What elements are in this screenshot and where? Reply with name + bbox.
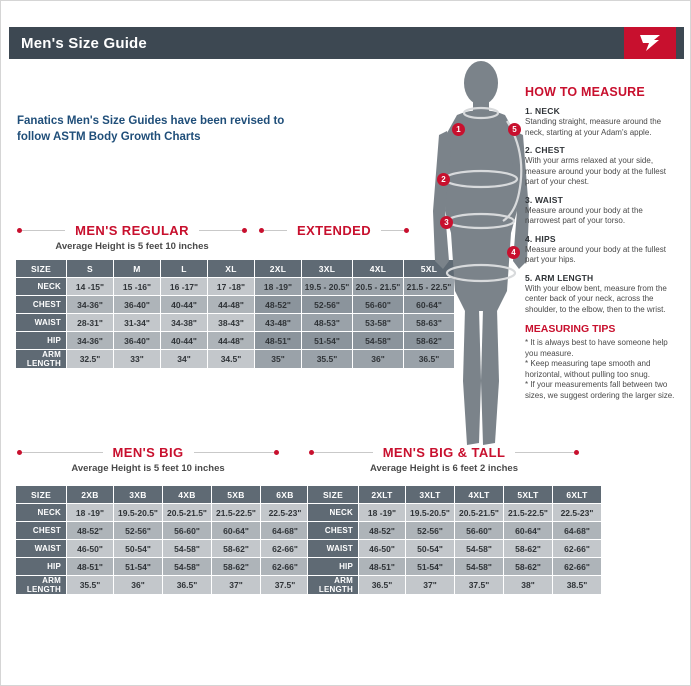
table-cell: 58-62" xyxy=(504,540,553,558)
table-cell: 64-68" xyxy=(553,522,602,540)
column-header: 6XB xyxy=(261,486,310,504)
column-header: 3XLT xyxy=(406,486,455,504)
section-rule-right xyxy=(381,230,404,231)
table-cell: 44-48" xyxy=(208,296,255,314)
table-cell: 54-58" xyxy=(163,558,212,576)
row-label: ARM LENGTH xyxy=(308,576,359,595)
table-cell: 58-62" xyxy=(212,558,261,576)
table-cell: 36-40" xyxy=(114,296,161,314)
row-label: CHEST xyxy=(16,296,67,314)
section-mens-big xyxy=(17,445,279,474)
section-rule-right xyxy=(194,452,275,453)
table-cell: 51-54" xyxy=(406,558,455,576)
section-rule-left xyxy=(22,230,65,231)
measure-item-title: 1. NECK xyxy=(525,106,560,116)
table-cell: 20.5-21.5" xyxy=(455,504,504,522)
table-cell: 37.5" xyxy=(455,576,504,595)
section-dot-right xyxy=(242,228,247,233)
table-cell: 62-66" xyxy=(553,540,602,558)
measuring-tips-title: MEASURING TIPS xyxy=(525,323,616,335)
measure-item xyxy=(525,273,680,316)
column-header: 2XLT xyxy=(359,486,406,504)
measuring-tip: * If your measurements fall between two sizes, we suggest ordering the larger size. xyxy=(525,380,675,400)
table-row xyxy=(16,540,310,558)
section-rule-left xyxy=(264,230,287,231)
measuring-tip: * Keep measuring tape smooth and horizontal, without pulling too snug. xyxy=(525,359,651,379)
column-header: S xyxy=(67,260,114,278)
table-cell: 52-56" xyxy=(406,522,455,540)
section-mens-regular xyxy=(17,223,247,252)
table-header-row xyxy=(308,486,602,504)
table-row xyxy=(16,522,310,540)
table-row xyxy=(16,296,455,314)
table-cell: 44-48" xyxy=(208,332,255,350)
measure-item xyxy=(525,145,680,188)
table-cell: 48-51" xyxy=(255,332,302,350)
row-label: CHEST xyxy=(16,522,67,540)
table-row xyxy=(16,332,455,350)
how-to-measure-panel xyxy=(525,85,680,401)
section-dot-right xyxy=(404,228,409,233)
table-cell: 46-50" xyxy=(359,540,406,558)
table-cell: 40-44" xyxy=(161,296,208,314)
column-header: M xyxy=(114,260,161,278)
column-header: 4XL xyxy=(353,260,404,278)
table-row xyxy=(16,314,455,332)
table-cell: 62-66" xyxy=(261,540,310,558)
table-cell: 37" xyxy=(406,576,455,595)
table-cell: 48-51" xyxy=(67,558,114,576)
table-cell: 60-64" xyxy=(404,296,455,314)
fanatics-flag-icon xyxy=(637,34,663,52)
table-cell: 34.5" xyxy=(208,350,255,369)
row-label: WAIST xyxy=(16,540,67,558)
callout-5: 5 xyxy=(508,123,521,136)
table-cell: 20.5 - 21.5" xyxy=(353,278,404,296)
table-cell: 35.5" xyxy=(302,350,353,369)
column-header: 5XL xyxy=(404,260,455,278)
table-row xyxy=(308,558,602,576)
row-label: ARM LENGTH xyxy=(16,350,67,369)
table-cell: 16 -17" xyxy=(161,278,208,296)
table-cell: 15 -16" xyxy=(114,278,161,296)
table-cell: 34-36" xyxy=(67,296,114,314)
row-label: WAIST xyxy=(308,540,359,558)
measure-item-title: 5. ARM LENGTH xyxy=(525,272,594,283)
table-row xyxy=(16,504,310,522)
table-cell: 32.5" xyxy=(67,350,114,369)
measure-item-title: 2. CHEST xyxy=(525,145,565,155)
section-title-big: MEN'S BIG xyxy=(103,445,194,460)
section-rule-left xyxy=(314,452,373,453)
table-cell: 50-54" xyxy=(114,540,163,558)
table-cell: 36.5" xyxy=(163,576,212,595)
table-row xyxy=(16,278,455,296)
row-label: NECK xyxy=(16,504,67,522)
table-cell: 35.5" xyxy=(67,576,114,595)
row-label: HIP xyxy=(16,332,67,350)
table-cell: 52-56" xyxy=(302,296,353,314)
table-cell: 34-38" xyxy=(161,314,208,332)
table-cell: 37.5" xyxy=(261,576,310,595)
measure-item-body: Measure around your body at the narrowest part of your torso. xyxy=(525,205,643,225)
section-extended xyxy=(259,223,409,238)
table-cell: 18 -19" xyxy=(255,278,302,296)
table-cell: 54-58" xyxy=(455,558,504,576)
table-cell: 62-66" xyxy=(553,558,602,576)
column-header: SIZE xyxy=(16,486,67,504)
table-cell: 33" xyxy=(114,350,161,369)
table-row xyxy=(16,576,310,595)
brand-logo xyxy=(624,27,676,59)
section-title-extended: EXTENDED xyxy=(287,223,381,238)
table-cell: 22.5-23" xyxy=(261,504,310,522)
table-cell: 50-54" xyxy=(406,540,455,558)
table-mens-big xyxy=(15,485,310,595)
measure-item-body: Standing straight, measure around the neck, starting at your Adam's apple. xyxy=(525,117,662,137)
table-cell: 36.5" xyxy=(404,350,455,369)
column-header: 2XB xyxy=(67,486,114,504)
table-cell: 64-68" xyxy=(261,522,310,540)
table-cell: 35" xyxy=(255,350,302,369)
table-cell: 51-54" xyxy=(114,558,163,576)
column-header: 4XLT xyxy=(455,486,504,504)
table-row xyxy=(308,540,602,558)
table-cell: 56-60" xyxy=(455,522,504,540)
section-title-big-tall: MEN'S BIG & TALL xyxy=(373,445,516,460)
table-row xyxy=(16,558,310,576)
table-cell: 36.5" xyxy=(359,576,406,595)
table-cell: 34-36" xyxy=(67,332,114,350)
column-header: 4XB xyxy=(163,486,212,504)
measuring-tip: * It is always best to have someone help you measure. xyxy=(525,338,668,358)
table-cell: 48-52" xyxy=(359,522,406,540)
section-subtitle-big: Average Height is 5 feet 10 inches xyxy=(71,463,225,474)
table-cell: 37" xyxy=(212,576,261,595)
table-cell: 17 -18" xyxy=(208,278,255,296)
column-header: SIZE xyxy=(16,260,67,278)
table-cell: 34" xyxy=(161,350,208,369)
callout-3: 3 xyxy=(440,216,453,229)
column-header: XL xyxy=(208,260,255,278)
measure-item-body: With your elbow bent, measure from the center back of your neck, across the shoulder, to the elbow, then to the wrist. xyxy=(525,283,667,314)
table-cell: 14 -15" xyxy=(67,278,114,296)
table-cell: 31-34" xyxy=(114,314,161,332)
callout-1: 1 xyxy=(452,123,465,136)
table-header-row xyxy=(16,260,455,278)
table-row xyxy=(308,576,602,595)
column-header: 5XB xyxy=(212,486,261,504)
table-mens-big-tall xyxy=(307,485,602,595)
table-row xyxy=(16,350,455,369)
table-cell: 60-64" xyxy=(504,522,553,540)
table-cell: 48-52" xyxy=(255,296,302,314)
table-cell: 21.5-22.5" xyxy=(504,504,553,522)
table-cell: 36" xyxy=(114,576,163,595)
table-cell: 38" xyxy=(504,576,553,595)
column-header: 3XB xyxy=(114,486,163,504)
table-cell: 18 -19" xyxy=(67,504,114,522)
table-cell: 19.5-20.5" xyxy=(406,504,455,522)
table-cell: 38.5" xyxy=(553,576,602,595)
table-row xyxy=(308,504,602,522)
table-cell: 40-44" xyxy=(161,332,208,350)
column-header: 3XL xyxy=(302,260,353,278)
section-title-regular: MEN'S REGULAR xyxy=(65,223,199,238)
row-label: HIP xyxy=(308,558,359,576)
table-header-row xyxy=(16,486,310,504)
measure-item-title: 4. HIPS xyxy=(525,233,556,244)
table-mens-regular xyxy=(15,259,455,369)
table-cell: 48-52" xyxy=(67,522,114,540)
section-rule-right xyxy=(199,230,242,231)
table-cell: 54-58" xyxy=(353,332,404,350)
table-cell: 48-51" xyxy=(359,558,406,576)
table-cell: 22.5-23" xyxy=(553,504,602,522)
table-cell: 19.5 - 20.5" xyxy=(302,278,353,296)
page-header xyxy=(9,27,684,59)
table-cell: 52-56" xyxy=(114,522,163,540)
table-cell: 21.5 - 22.5" xyxy=(404,278,455,296)
how-to-measure-title: HOW TO MEASURE xyxy=(525,85,645,99)
intro-text: Fanatics Men's Size Guides have been revised to follow ASTM Body Growth Charts xyxy=(17,115,285,143)
table-cell: 21.5-22.5" xyxy=(212,504,261,522)
row-label: NECK xyxy=(16,278,67,296)
table-cell: 56-60" xyxy=(163,522,212,540)
table-cell: 53-58" xyxy=(353,314,404,332)
table-cell: 38-43" xyxy=(208,314,255,332)
table-cell: 36-40" xyxy=(114,332,161,350)
table-cell: 18 -19" xyxy=(359,504,406,522)
row-label: NECK xyxy=(308,504,359,522)
table-cell: 46-50" xyxy=(67,540,114,558)
column-header: 6XLT xyxy=(553,486,602,504)
column-header: SIZE xyxy=(308,486,359,504)
measure-item-body: With your arms relaxed at your side, measure around your body at the fullest part of your chest. xyxy=(525,156,666,186)
section-dot-right xyxy=(574,450,579,455)
callout-2: 2 xyxy=(437,173,450,186)
table-cell: 62-66" xyxy=(261,558,310,576)
table-cell: 60-64" xyxy=(212,522,261,540)
table-cell: 28-31" xyxy=(67,314,114,332)
measure-item-title: 3. WAIST xyxy=(525,194,563,205)
section-rule-left xyxy=(22,452,103,453)
table-cell: 58-63" xyxy=(404,314,455,332)
table-cell: 51-54" xyxy=(302,332,353,350)
measure-item-body: Measure around your body at the fullest part your hips. xyxy=(525,244,666,264)
row-label: ARM LENGTH xyxy=(16,576,67,595)
table-cell: 43-48" xyxy=(255,314,302,332)
section-subtitle-regular: Average Height is 5 feet 10 inches xyxy=(55,241,209,252)
row-label: HIP xyxy=(16,558,67,576)
column-header: 5XLT xyxy=(504,486,553,504)
section-subtitle-big-tall: Average Height is 6 feet 2 inches xyxy=(369,463,518,474)
measure-item xyxy=(525,234,680,266)
table-cell: 19.5-20.5" xyxy=(114,504,163,522)
page-title: Men's Size Guide xyxy=(21,34,147,52)
table-cell: 54-58" xyxy=(163,540,212,558)
table-row xyxy=(308,522,602,540)
measure-item xyxy=(525,106,680,138)
table-cell: 58-62" xyxy=(504,558,553,576)
column-header: 2XL xyxy=(255,260,302,278)
table-cell: 20.5-21.5" xyxy=(163,504,212,522)
table-cell: 56-60" xyxy=(353,296,404,314)
table-cell: 48-53" xyxy=(302,314,353,332)
column-header: L xyxy=(161,260,208,278)
how-to-measure-items xyxy=(525,106,680,315)
row-label: WAIST xyxy=(16,314,67,332)
table-cell: 58-62" xyxy=(404,332,455,350)
table-cell: 36" xyxy=(353,350,404,369)
row-label: CHEST xyxy=(308,522,359,540)
measuring-tips-list xyxy=(525,338,680,401)
table-cell: 58-62" xyxy=(212,540,261,558)
section-dot-right xyxy=(274,450,279,455)
table-cell: 54-58" xyxy=(455,540,504,558)
callout-4: 4 xyxy=(507,246,520,259)
measure-item xyxy=(525,195,680,227)
